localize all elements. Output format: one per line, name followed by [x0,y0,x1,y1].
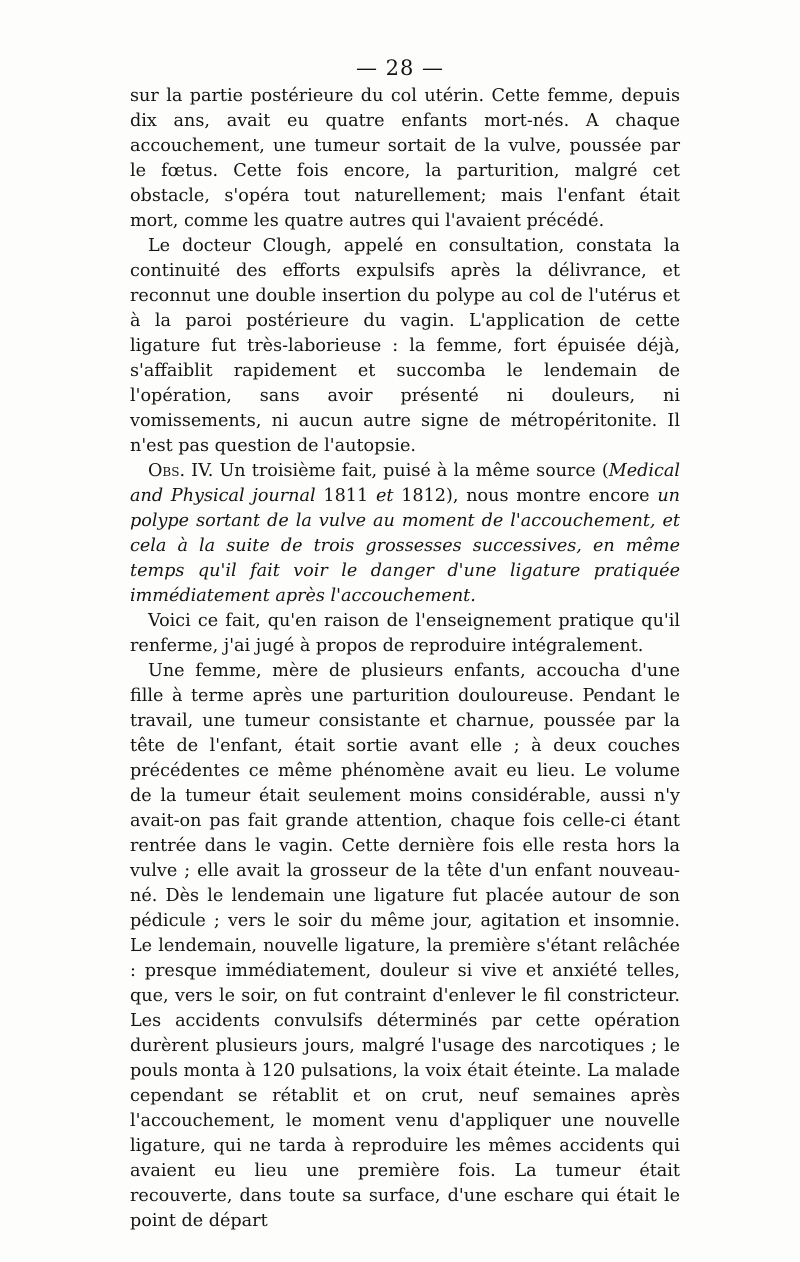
paragraph: Le docteur Clough, appelé en consultation, constata la continuité des efforts expulsifs après la délivrance, et reconnut une double insertion du polype au col de l'utérus et à la paroi postérieure du vagin. L'application de cette ligature fut très-laborieuse : la femme, fort épuisée déjà, s'affaiblit rapidement et succomba le lendemain de l'opération, sans avoir présenté ni douleurs, ni vomissements, ni aucun autre signe de métropéritonite. Il n'est pas question de l'autopsie. [130,236,680,456]
paragraph: Une femme, mère de plusieurs enfants, accoucha d'une fille à terme après une parturition douloureuse. Pendant le travail, une tumeur consistante et charnue, poussée par la tête de l'enfant, était sortie avant elle ; à deux couches précédentes ce même phénomène avait eu lieu. Le volume de la tumeur était seulement moins considérable, aussi n'y avait-on pas fait grande attention, chaque fois celle-ci étant rentrée dans le vagin. Cette dernière fois elle resta hors la vulve ; elle avait la grosseur de la tête d'un enfant nouveau-né. Dès le lendemain une ligature fut placée autour de son pédicule ; vers le soir du même jour, agitation et insomnie. Le lendemain, nouvelle ligature, la première s'étant relâchée : presque immédiatement, douleur si vive et anxiété telles, que, vers le soir, on fut contraint d'enlever le fil constricteur. Les accidents convulsifs déterminés par cette opération durèrent plusieurs jours, malgré l'usage des narcotiques ; le pouls monta à 120 pulsations, la voix était éteinte. La malade cependant se rétablit et on crut, neuf semaines après l'accouchement, le moment venu d'appliquer une nouvelle ligature, qui ne tarda à reproduire les mêmes accidents qui avaient eu lieu une première fois. La tumeur était recouverte, dans toute sa surface, d'une eschare qui était le point de départ [130,661,680,1231]
paragraph: sur la partie postérieure du col utérin. Cette femme, depuis dix ans, avait eu quatre enfants mort-nés. A chaque accouchement, une tumeur sortait de la vulve, poussée par le fœtus. Cette fois encore, la parturition, malgré cet obstacle, s'opéra tout naturellement; mais l'enfant était mort, comme les quatre autres qui l'avaient précédé. [130,86,680,231]
journal-title: Medical and Physical journal [130,461,681,506]
paragraph: Voici ce fait, qu'en raison de l'enseignement pratique qu'il renferme, j'ai jugé à propos de reproduire intégralement. [130,611,680,656]
observation-text: 1811 [315,486,376,506]
observation-emphasis: un polype sortant de la vulve au moment de l'accouchement, et cela à la suite de trois grossesses successives, en même temps qu'il fait voir le danger d'une ligature pratiquée immédiatement après l'accouchement. [130,486,680,606]
observation-paragraph [130,459,680,609]
page-number: — 28 — [355,56,445,80]
observation-text: Un troisième fait, puisé à la même source ( [213,461,609,481]
body-text [130,84,680,1234]
observation-italic: et [375,486,394,506]
observation-label: Obs. IV. [148,461,214,481]
observation-text: 1812), nous montre encore [393,486,658,506]
